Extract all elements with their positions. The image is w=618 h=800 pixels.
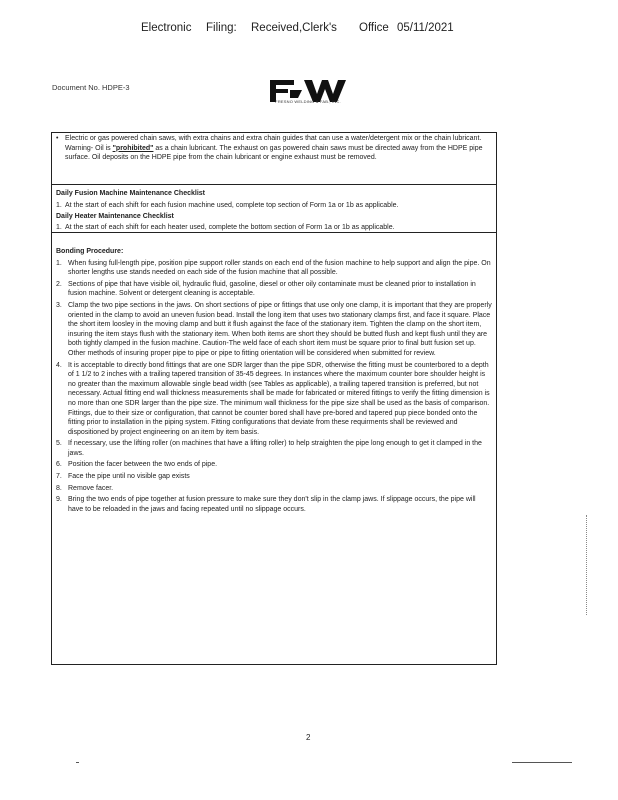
page-number: 2 [306, 733, 311, 742]
bonding-step [56, 495, 492, 514]
stamp-word: Filing: [206, 22, 237, 34]
step-text: It is acceptable to directly bond fittings that are one SDR larger than the pipe SDR, otherwise the fitting must be counterbored to a depth of 1 1/2 to 2 inches with a trailing tapered transition of 35-45 degrees. In instances where the maximum counter bore shoulder height is no greater than the maximum allowable single bead width (see Tables as applicable), a trailing tapered transition is preferred, but not necessary. Actual fitting end wall thickness measurements shall be made for fabricated or mitered fittings to verify the fitting dimension is no more than one SDR larger than the pipe size. The minimum wall thickness for the pipe size shall be used as the basis of comparison. Fittings, due to their size or configuration, that cannot be counter bored shall have pre-bored and tapered pup piece bonded onto the fitting prior to installation in the piping system. Fitting configurations that deviate from these requirments shall be reviewed and dispositioned by project engineering on an item by item basis. [68, 361, 490, 436]
step-text: If necessary, use the lifting roller (on machines that have a lifting roller) to help straighten the pipe long enough to get it clamped in the jaws. [68, 440, 482, 457]
step-text: Remove facer. [68, 484, 114, 492]
bullet: • [56, 135, 59, 142]
stamp-word: Electronic [141, 22, 192, 34]
list-number: 1. [56, 201, 62, 209]
step-text: Bring the two ends of pipe together at fusion pressure to make sure they don't slip in the clamp jaws. If slippage occurs, the pipe will have to be reloaded in the jaws and facing repeated until no slippage occurs. [68, 496, 476, 513]
fusion-checklist-item: At the start of each shift for each fusion machine used, complete top section of Form 1a or 1b as applicable. [65, 201, 399, 209]
bonding-step [56, 259, 492, 278]
step-number: 5. [56, 440, 62, 448]
logo-subtext: FRESNO WELDING & FAB., INC. [275, 99, 341, 104]
step-number: 8. [56, 484, 62, 492]
step-text: When fusing full-length pipe, position pipe support roller stands on each end of the fusion machine to help support and align the pipe. On shorter lengths use stands needed on each side of the fusion machine that all possible. [68, 259, 491, 277]
daily-checklists-section [52, 185, 496, 233]
bonding-step [56, 460, 492, 470]
step-text: Face the pipe until no visible gap exists [68, 473, 190, 481]
step-number: 1. [56, 259, 62, 267]
bonding-title: Bonding Procedure: [56, 248, 124, 255]
step-number: 9. [56, 496, 62, 504]
list-number: 1. [56, 223, 62, 231]
bonding-step [56, 301, 492, 359]
chain-saw-text [65, 134, 492, 163]
step-text: Sections of pipe that have visible oil, hydraulic fluid, gasoline, diesel or other oily contaminate must be cleaned prior to installation in fusion machine. Solvent or detergent cleaning is acceptable. [68, 280, 476, 298]
heater-checklist-title: Daily Heater Maintenance Checklist [56, 213, 174, 221]
footer-rule [512, 762, 572, 763]
stamp-word: 05/11/2021 [397, 22, 454, 34]
stamp-word: Office [359, 22, 389, 34]
bonding-steps [56, 259, 492, 515]
prohibited-emphasis: "prohibited" [112, 144, 154, 152]
bonding-step [56, 472, 492, 482]
stamp-word: Received,Clerk's [251, 22, 337, 34]
chain-saw-section [52, 133, 496, 185]
step-text: Clamp the two pipe sections in the jaws. On short sections of pipe or fittings that use only one clamp, it is important that they are properly oriented in the clamp to avoid an uneven fusion bead. Install the long item that uses two stationary clamps first, and face it square. Place the short item loosley in the moving clamp and butt it flush against the face of the stationary item. Tighten the clamp on the short item, insuring the item stays flush with the stationary item. When both items are short they should be butted flush and kept flush until they are both tightly clamped in the fusion machine. Caution-The weld face of each short item must be square prior to final butt fusion set up. Other methods of insuring proper pipe to pipe or pipe to fitting orientation will be considered when submitted for review. [68, 301, 492, 357]
step-number: 7. [56, 473, 62, 481]
document-number: Document No. HDPE-3 [52, 83, 130, 92]
bonding-step [56, 439, 492, 458]
procedure-frame [51, 132, 497, 665]
step-text: Position the facer between the two ends of pipe. [68, 461, 218, 469]
margin-artifact [586, 515, 589, 615]
chain-saw-text-post: as a chain lubricant. The exhaust on gas powered chain saws must be directed away from the HDPE pipe surface. Oil deposits on the HDPE pipe from the chain lubricant or engine exhaust must be removed. [65, 144, 483, 162]
bonding-step [56, 280, 492, 299]
bonding-procedure-section [52, 233, 496, 664]
step-number: 6. [56, 461, 62, 469]
step-number: 3. [56, 301, 62, 309]
step-number: 2. [56, 280, 62, 288]
footer-mark [76, 762, 79, 763]
heater-checklist-item: At the start of each shift for each heater used, complete the bottom section of Form 1a or 1b as applicable. [65, 223, 395, 231]
step-number: 4. [56, 361, 62, 369]
fusion-checklist-title: Daily Fusion Machine Maintenance Checklist [56, 190, 205, 197]
bonding-step [56, 361, 492, 438]
chain-saw-text-pre: Electric or gas powered chain saws, with extra chains and extra chain guides that can use a water/detergent mix or the chain lubricant. Warning- Oil is [65, 135, 482, 152]
bonding-step [56, 484, 492, 494]
